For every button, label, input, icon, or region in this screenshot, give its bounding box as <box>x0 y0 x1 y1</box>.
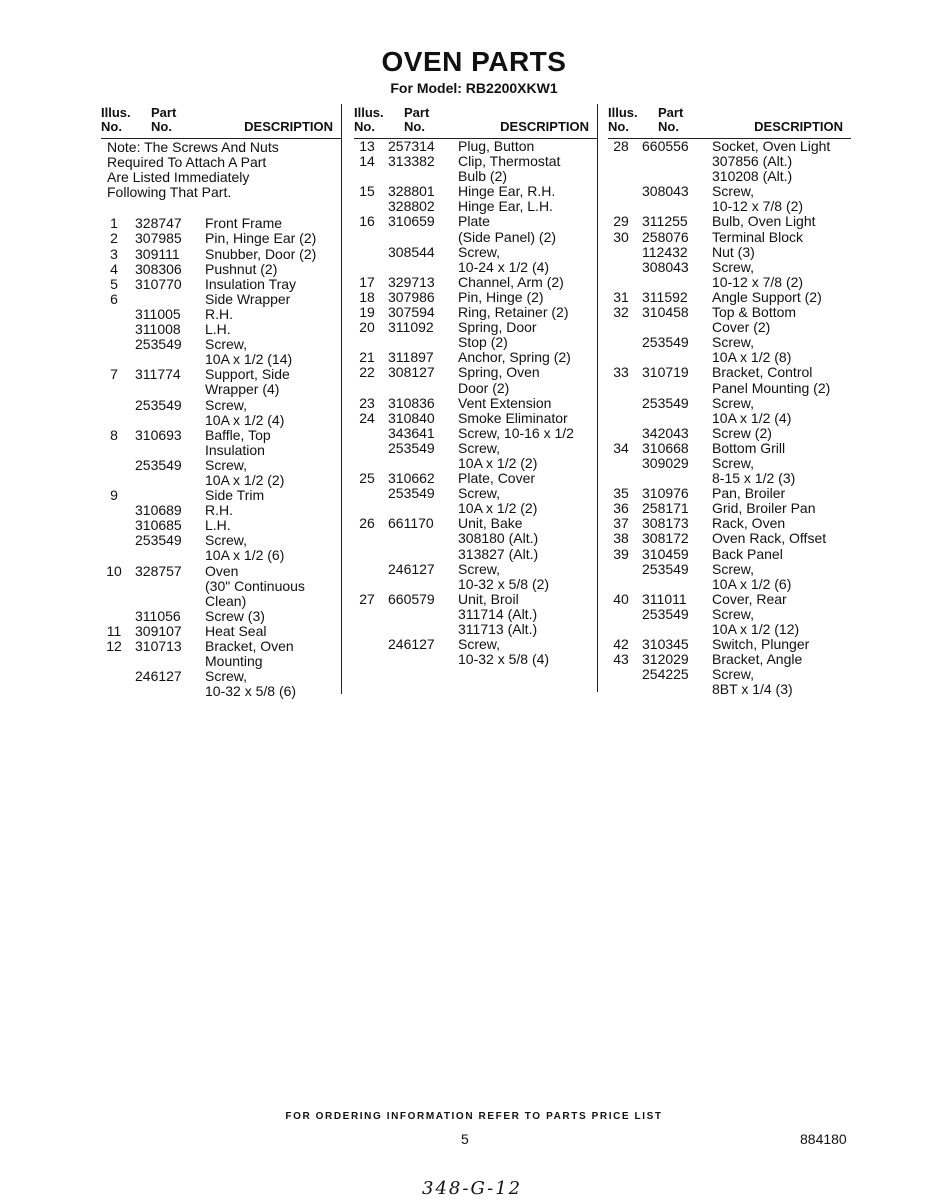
part-row <box>101 247 341 262</box>
part-row <box>354 516 597 561</box>
illus-number: 37 <box>613 515 629 532</box>
page-title: OVEN PARTS <box>381 46 567 77</box>
part-number: 312029 <box>642 651 689 668</box>
part-row <box>101 307 341 322</box>
part-row <box>608 592 851 607</box>
part-description: L.H. <box>205 321 231 338</box>
illus-number: 18 <box>359 288 375 305</box>
part-description: Side Trim <box>205 487 265 504</box>
part-number: 311774 <box>135 366 181 383</box>
part-number: 253549 <box>135 396 182 413</box>
part-description: Spring, Oven Door (2) <box>458 364 540 396</box>
ordering-note: FOR ORDERING INFORMATION REFER TO PARTS PRICE LIST <box>285 1111 663 1122</box>
part-row <box>354 214 597 244</box>
part-row <box>608 501 851 516</box>
part-description: Back Panel <box>712 545 783 562</box>
part-row <box>354 411 597 426</box>
column-divider <box>597 104 598 692</box>
part-description: Vent Extension <box>458 394 552 411</box>
part-description: Insulation Tray <box>205 275 297 292</box>
part-row <box>608 214 851 229</box>
illus-number: 1 <box>110 215 118 232</box>
illus-number: 23 <box>359 394 375 411</box>
illus-number: 29 <box>613 213 629 230</box>
illus-number: 4 <box>110 260 118 277</box>
part-row <box>354 396 597 411</box>
part-number: 310840 <box>388 409 435 426</box>
part-row <box>608 396 851 426</box>
handwritten-annotation: 348-G-12 <box>422 1178 523 1199</box>
part-number: 329713 <box>388 273 435 290</box>
part-number: 310976 <box>642 485 689 502</box>
illus-number: 13 <box>359 138 375 154</box>
parts-list <box>101 216 341 699</box>
illus-number: 17 <box>359 273 375 290</box>
illus-number: 28 <box>613 138 629 154</box>
part-description: Angle Support (2) <box>712 288 822 305</box>
part-number: 310459 <box>642 545 689 562</box>
part-number: 313382 <box>388 153 435 170</box>
part-number: 307986 <box>388 288 435 305</box>
part-number: 308172 <box>642 530 689 547</box>
part-row <box>101 609 341 624</box>
illus-number: 2 <box>110 230 118 247</box>
part-row <box>101 262 341 277</box>
part-row <box>608 547 851 562</box>
part-row <box>101 398 341 428</box>
part-number: 308127 <box>388 364 435 381</box>
part-description: Pushnut (2) <box>205 260 278 277</box>
part-description: Spring, Door Stop (2) <box>458 319 537 351</box>
part-description: Pin, Hinge (2) <box>458 288 544 305</box>
part-row <box>101 624 341 639</box>
part-row <box>608 290 851 305</box>
part-row <box>608 441 851 456</box>
part-description: Screw, 10A x 1/2 (2) <box>458 485 538 517</box>
part-row <box>101 231 341 246</box>
part-row <box>608 562 851 592</box>
part-row <box>354 365 597 395</box>
part-description: Side Wrapper <box>205 290 291 307</box>
illus-number: 9 <box>110 487 118 504</box>
part-number: 253549 <box>135 336 182 353</box>
part-row <box>354 471 597 486</box>
part-description: Screw, 10-16 x 1/2 <box>458 424 574 441</box>
illus-number: 15 <box>359 183 375 200</box>
part-row <box>608 230 851 245</box>
part-number: 328802 <box>388 198 435 215</box>
illus-number: 16 <box>359 213 375 230</box>
part-number: 328801 <box>388 183 435 200</box>
part-number: 311008 <box>135 321 181 338</box>
part-number: 661170 <box>388 515 434 532</box>
part-description: Screw, 10A x 1/2 (14) <box>205 336 293 368</box>
illus-no-header: Illus. No. <box>101 105 131 134</box>
part-number: 253549 <box>388 439 435 456</box>
part-number: 253549 <box>642 605 689 622</box>
part-number: 253549 <box>642 394 689 411</box>
part-row <box>608 305 851 335</box>
part-number: 307985 <box>135 230 182 247</box>
part-number: 311592 <box>642 288 688 305</box>
part-no-header: Part No. <box>658 105 684 134</box>
part-number: 308043 <box>642 183 689 200</box>
part-description: Screw, 10-12 x 7/8 (2) <box>712 258 804 290</box>
part-description: Terminal Block <box>712 228 804 245</box>
illus-number: 12 <box>106 638 122 654</box>
part-number: 246127 <box>135 668 182 685</box>
part-description: Screw, 10-24 x 1/2 (4) <box>458 243 550 275</box>
illus-number: 6 <box>110 290 118 307</box>
part-number: 310770 <box>135 275 182 292</box>
part-number: 342043 <box>642 424 689 441</box>
part-description: Nut (3) <box>712 243 755 260</box>
part-description: Screw, 8BT x 1/4 (3) <box>712 666 793 698</box>
part-row <box>354 139 597 154</box>
part-row <box>101 292 341 307</box>
part-row <box>354 184 597 199</box>
part-description: Cover, Rear <box>712 590 787 607</box>
illus-number: 11 <box>106 622 122 639</box>
part-description: Screw, 10A x 1/2 (2) <box>458 439 538 471</box>
part-row <box>354 637 597 667</box>
part-description: Top & Bottom Cover (2) <box>712 304 797 336</box>
part-description: Oven (30" Continuous Clean) <box>205 562 305 609</box>
part-number: 310713 <box>135 638 182 654</box>
part-row <box>101 337 341 367</box>
part-description: Screw, 10A x 1/2 (4) <box>205 396 285 428</box>
part-number: 311897 <box>388 349 434 366</box>
part-row <box>608 426 851 441</box>
part-number: 246127 <box>388 636 435 653</box>
part-description: Bottom Grill <box>712 439 786 456</box>
column-header <box>101 104 341 139</box>
part-number: 308043 <box>642 258 689 275</box>
part-description: Screw, 10-32 x 5/8 (2) <box>458 560 550 592</box>
part-number: 343641 <box>388 424 435 441</box>
part-description: Oven Rack, Offset <box>712 530 827 547</box>
part-number: 310668 <box>642 439 689 456</box>
illus-number: 19 <box>359 304 375 321</box>
part-description: Bracket, Control Panel Mounting (2) <box>712 364 831 396</box>
part-number: 309111 <box>135 245 180 262</box>
part-row <box>101 216 341 231</box>
part-row <box>608 667 851 697</box>
part-number: 308544 <box>388 243 435 260</box>
part-number: 253549 <box>135 456 182 473</box>
parts-column-1 <box>101 104 341 699</box>
part-number: 310662 <box>388 470 435 487</box>
part-row <box>608 365 851 395</box>
part-description: Hinge Ear, L.H. <box>458 198 553 215</box>
part-description: Screw, 10-12 x 7/8 (2) <box>712 183 804 215</box>
part-number: 309107 <box>135 622 182 639</box>
part-description: Screw (3) <box>205 607 265 624</box>
part-description: Bulb, Oven Light <box>712 213 816 230</box>
illus-number: 14 <box>359 153 375 170</box>
part-number: 660556 <box>642 138 689 154</box>
illus-number: 24 <box>359 409 375 426</box>
illus-number: 33 <box>613 364 629 381</box>
part-row <box>354 199 597 214</box>
illus-number: 32 <box>613 304 629 321</box>
part-row <box>608 245 851 260</box>
part-number: 311056 <box>135 607 181 624</box>
parts-column-2 <box>354 104 597 667</box>
illus-number: 26 <box>359 515 375 532</box>
part-row <box>354 305 597 320</box>
part-row <box>608 139 851 184</box>
part-row <box>101 503 341 518</box>
part-description: Screw, 10A x 1/2 (4) <box>712 394 792 426</box>
part-description: Screw, 10A x 1/2 (2) <box>205 456 285 488</box>
part-row <box>608 531 851 546</box>
part-number: 310659 <box>388 213 435 230</box>
part-row <box>101 669 341 699</box>
part-number: 246127 <box>388 560 435 577</box>
illus-number: 27 <box>359 590 375 607</box>
part-no-header: Part No. <box>151 105 177 134</box>
description-header: DESCRIPTION <box>244 119 333 134</box>
part-description: Plug, Button <box>458 138 535 154</box>
column-divider <box>341 104 342 694</box>
illus-number: 3 <box>110 245 118 262</box>
description-header: DESCRIPTION <box>500 119 589 134</box>
illus-number: 40 <box>613 590 629 607</box>
part-row <box>101 518 341 533</box>
illus-number: 43 <box>613 651 629 668</box>
part-description: Anchor, Spring (2) <box>458 349 571 366</box>
part-description: Bracket, Angle <box>712 651 803 668</box>
part-description: L.H. <box>205 517 231 534</box>
part-description: Switch, Plunger <box>712 636 810 653</box>
part-number: 311255 <box>642 213 688 230</box>
part-description: Support, Side Wrapper (4) <box>205 366 290 398</box>
part-number: 310685 <box>135 517 182 534</box>
illus-number: 39 <box>613 545 629 562</box>
part-row <box>101 428 341 458</box>
part-number: 309029 <box>642 454 689 471</box>
part-description: Screw, 10A x 1/2 (8) <box>712 334 792 366</box>
part-row <box>101 533 341 563</box>
part-row <box>101 367 341 397</box>
part-no-header: Part No. <box>404 105 430 134</box>
part-number: 254225 <box>642 666 689 683</box>
illus-number: 36 <box>613 500 629 517</box>
part-row <box>101 488 341 503</box>
part-description: Screw, 10-32 x 5/8 (6) <box>205 668 297 700</box>
column-header <box>608 104 851 139</box>
part-row <box>608 184 851 214</box>
document-number: 884180 <box>800 1131 847 1147</box>
part-row <box>608 607 851 637</box>
part-row <box>101 458 341 488</box>
illus-number: 10 <box>106 562 122 579</box>
illus-number: 31 <box>613 288 629 305</box>
part-number: 310689 <box>135 502 182 519</box>
part-row <box>354 486 597 516</box>
illus-number: 5 <box>110 275 118 292</box>
part-description: Channel, Arm (2) <box>458 273 564 290</box>
part-row <box>354 320 597 350</box>
part-row <box>354 275 597 290</box>
part-number: 311011 <box>642 590 687 607</box>
part-row <box>608 486 851 501</box>
part-number: 310719 <box>642 364 689 381</box>
illus-number: 22 <box>359 364 375 381</box>
part-row <box>608 637 851 652</box>
illus-number: 42 <box>613 636 629 653</box>
part-description: Heat Seal <box>205 622 267 639</box>
part-description: Screw, 10-32 x 5/8 (4) <box>458 636 550 668</box>
page-number: 5 <box>461 1131 469 1147</box>
part-row <box>354 350 597 365</box>
illus-number: 38 <box>613 530 629 547</box>
part-number: 253549 <box>135 532 182 549</box>
part-description: Front Frame <box>205 215 283 232</box>
model-subtitle: For Model: RB2200XKW1 <box>390 80 558 96</box>
part-row <box>101 564 341 609</box>
part-row <box>354 245 597 275</box>
part-description: Rack, Oven <box>712 515 786 532</box>
part-row <box>354 154 597 184</box>
part-description: Socket, Oven Light 307856 (Alt.) 310208 (Alt.) <box>712 138 831 185</box>
part-description: Plate, Cover <box>458 470 536 487</box>
screws-note: Note: The Screws And Nuts Required To Attach A Part Are Listed Immediately Following That Part. <box>107 139 279 201</box>
illus-no-header: Illus. No. <box>354 105 384 134</box>
illus-number: 21 <box>359 349 375 366</box>
part-number: 328747 <box>135 215 182 232</box>
part-number: 311005 <box>135 305 181 322</box>
part-description: Bracket, Oven Mounting <box>205 638 294 670</box>
part-number: 328757 <box>135 562 182 579</box>
part-number: 308173 <box>642 515 689 532</box>
part-number: 258076 <box>642 228 689 245</box>
illus-number: 7 <box>110 366 118 383</box>
part-description: Screw, 10A x 1/2 (12) <box>712 605 800 637</box>
part-row <box>101 639 341 669</box>
part-description: Clip, Thermostat Bulb (2) <box>458 153 561 185</box>
parts-column-3 <box>608 104 851 697</box>
part-description: Unit, Broil 311714 (Alt.) 311713 (Alt.) <box>458 590 538 637</box>
part-description: Ring, Retainer (2) <box>458 304 569 321</box>
part-description: Pin, Hinge Ear (2) <box>205 230 317 247</box>
part-description: R.H. <box>205 502 233 519</box>
part-number: 307594 <box>388 304 435 321</box>
illus-number: 20 <box>359 319 375 336</box>
part-description: Snubber, Door (2) <box>205 245 317 262</box>
part-row <box>608 516 851 531</box>
part-row <box>354 441 597 471</box>
part-number: 310458 <box>642 304 689 321</box>
part-description: Plate (Side Panel) (2) <box>458 213 557 245</box>
part-number: 112432 <box>642 243 688 260</box>
part-number: 311092 <box>388 319 434 336</box>
part-number: 253549 <box>642 334 689 351</box>
part-description: Pan, Broiler <box>712 485 786 502</box>
part-number: 660579 <box>388 590 435 607</box>
part-description: Grid, Broiler Pan <box>712 500 816 517</box>
part-number: 310836 <box>388 394 435 411</box>
parts-list <box>354 139 597 667</box>
parts-list <box>608 139 851 697</box>
part-row <box>354 290 597 305</box>
part-description: R.H. <box>205 305 233 322</box>
part-description: Screw, 10A x 1/2 (6) <box>712 560 792 592</box>
part-number: 257314 <box>388 138 435 154</box>
part-description: Baffle, Top Insulation <box>205 426 271 458</box>
part-description: Screw, 10A x 1/2 (6) <box>205 532 285 564</box>
illus-number: 8 <box>110 426 118 443</box>
part-row <box>354 592 597 637</box>
illus-no-header: Illus. No. <box>608 105 638 134</box>
description-header: DESCRIPTION <box>754 119 843 134</box>
illus-number: 35 <box>613 485 629 502</box>
part-number: 258171 <box>642 500 689 517</box>
column-header <box>354 104 597 139</box>
part-number: 253549 <box>642 560 689 577</box>
part-row <box>101 277 341 292</box>
illus-number: 25 <box>359 470 375 487</box>
part-row <box>354 562 597 592</box>
illus-number: 30 <box>613 228 629 245</box>
part-row <box>354 426 597 441</box>
part-row <box>608 335 851 365</box>
part-number: 310345 <box>642 636 689 653</box>
part-row <box>608 456 851 486</box>
part-description: Hinge Ear, R.H. <box>458 183 556 200</box>
part-description: Screw (2) <box>712 424 772 441</box>
part-row <box>608 652 851 667</box>
part-number: 310693 <box>135 426 182 443</box>
part-number: 308306 <box>135 260 182 277</box>
illus-number: 34 <box>613 439 629 456</box>
part-description: Smoke Eliminator <box>458 409 568 426</box>
part-row <box>608 260 851 290</box>
part-description: Screw, 8-15 x 1/2 (3) <box>712 454 796 487</box>
part-number: 253549 <box>388 485 435 502</box>
part-row <box>101 322 341 337</box>
part-description: Unit, Bake 308180 (Alt.) 313827 (Alt.) <box>458 515 539 562</box>
